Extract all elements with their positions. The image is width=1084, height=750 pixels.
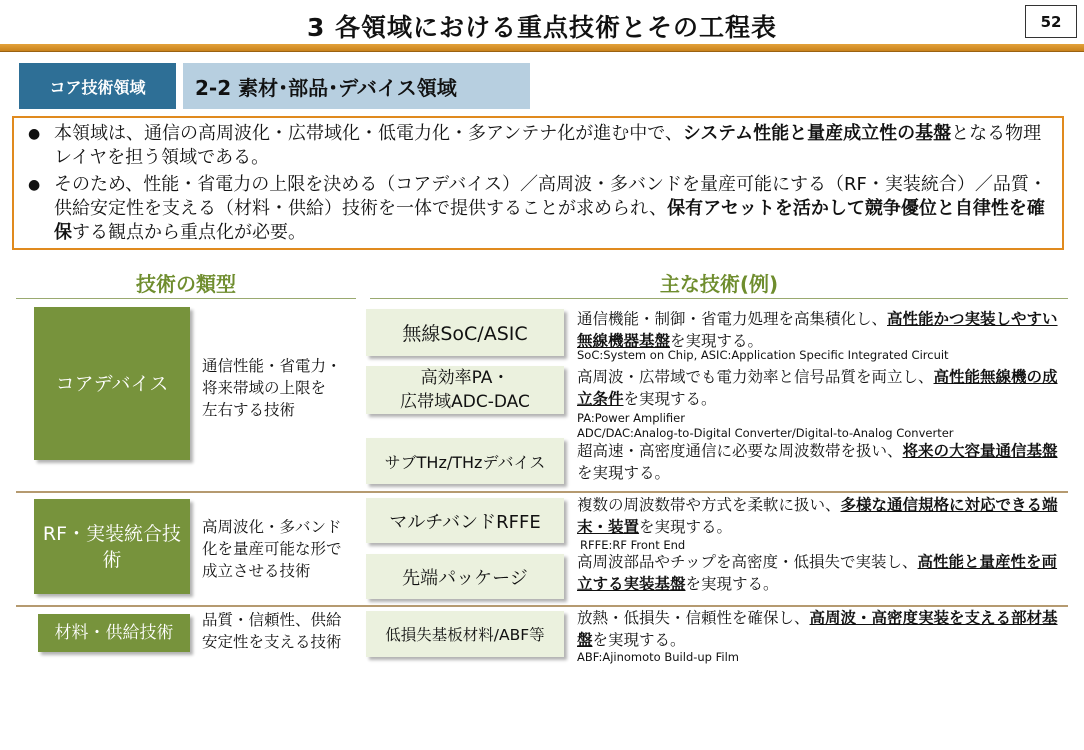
tech-box-rffe [366, 498, 564, 543]
summary-emphasis: 保有アセットを活かして競争優位と自律性を確保 [54, 198, 1045, 243]
tech-box-pa-adc-dac [366, 366, 564, 414]
area-tag: コア技術領域 [19, 63, 176, 109]
tech-name: 先端パッケージ [402, 567, 528, 589]
tech-note-abf: ABF:Ajinomoto Build-up Film [577, 650, 740, 664]
summary-bullet-2 [28, 173, 1052, 245]
page-title: 3 各領域における重点技術とその工程表 [306, 13, 778, 42]
group-divider-1 [16, 491, 1068, 493]
header-underline-left [16, 298, 356, 299]
tech-note-soc: SoC:System on Chip, ASIC:Application Specific Integrated Circuit [577, 348, 949, 362]
tech-box-advanced-package [366, 554, 564, 599]
summary-text: する観点から重点化が必要。 [72, 222, 306, 243]
title-divider [0, 44, 1084, 52]
category-rf-desc: 高周波化・多バンド 化を量産可能な形で 成立させる技術 [202, 518, 342, 580]
tech-note-adc-dac: ADC/DAC:Analog-to-Digital Converter/Digital-to-Analog Converter [577, 426, 954, 440]
tech-type-header: 技術の類型 [136, 272, 236, 296]
category-core-device [34, 307, 190, 460]
category-label: コアデバイス [55, 372, 169, 395]
category-label: RF・実装統合技 術 [42, 522, 182, 571]
category-rf-integration [34, 499, 190, 594]
main-tech-header: 主な技術(例) [659, 272, 779, 296]
area-name: 2-2 素材･部品･デバイス領域 [183, 63, 530, 109]
tech-desc-thz: 超高速・高密度通信に必要な周波数帯を扱い、将来の大容量通信基盤を実現する。 [577, 442, 1058, 482]
tech-box-substrate-abf [366, 611, 564, 657]
page-number: 52 [1025, 5, 1077, 38]
tech-desc-emphasis: 高性能かつ実装しやすい無線機器基盤 [577, 310, 1058, 350]
tech-desc-rffe: 複数の周波数帯や方式を柔軟に扱い、多様な通信規格に対応できる端末・装置を実現する。 [577, 496, 1058, 536]
tech-box-soc-asic [366, 309, 564, 356]
tech-name: 高効率PA・ 広帯域ADC-DAC [400, 368, 530, 412]
summary-text: 本領域は、通信の高周波化・広帯域化・低電力化・多アンテナ化が進む中で、 [54, 123, 683, 144]
tech-desc-soc: 通信機能・制御・省電力処理を高集積化し、高性能かつ実装しやすい無線機器基盤を実現する。 [577, 310, 1058, 350]
tech-box-thz [366, 438, 564, 484]
tech-name: 低損失基板材料/ABF等 [385, 626, 545, 644]
summary-text: となる物理レイヤを担う領域である。 [54, 123, 1042, 168]
summary-box [12, 116, 1064, 250]
tech-desc-package: 高周波部品やチップを高密度・低損失で実装し、高性能と量産性を両立する実装基盤を実現する。 [577, 553, 1058, 593]
tech-name: マルチバンドRFFE [389, 511, 541, 533]
tech-desc-emphasis: 多様な通信規格に対応できる端末・装置 [577, 496, 1058, 536]
tech-name: サブTHz/THzデバイス [384, 452, 546, 472]
tech-name: 無線SoC/ASIC [402, 323, 528, 345]
tech-desc-emphasis: 将来の大容量通信基盤 [902, 442, 1058, 460]
tech-note-rffe: RFFE:RF Front End [580, 538, 686, 552]
tech-desc-abf: 放熱・低損失・信頼性を確保し、高周波・高密度実装を支える部材基盤を実現する。 [577, 609, 1058, 649]
tech-note-pa: PA:Power Amplifier [577, 411, 685, 425]
header-underline-right [370, 298, 1068, 299]
tech-desc-pa: 高周波・広帯域でも電力効率と信号品質を両立し、高性能無線機の成立条件を実現する。 [577, 368, 1058, 408]
summary-bullet-1 [28, 122, 1052, 170]
category-material-desc: 品質・信頼性、供給 安定性を支える技術 [202, 611, 342, 651]
summary-emphasis: システム性能と量産成立性の基盤 [682, 123, 952, 144]
tech-desc-emphasis: 高周波・高密度実装を支える部材基盤 [577, 609, 1058, 649]
category-label: 材料・供給技術 [54, 623, 174, 643]
summary-text: そのため、性能・省電力の上限を決める（コアデバイス）／高周波・多バンドを量産可能にする（RF・実装統合）／品質・供給安定性を支える（材料・供給）技術を一体で提供することが求められ、 [54, 174, 1047, 219]
category-core-desc: 通信性能・省電力・ 将来帯域の上限を 左右する技術 [202, 357, 342, 419]
tech-desc-emphasis: 高性能と量産性を両立する実装基盤 [577, 553, 1058, 593]
tech-desc-emphasis: 高性能無線機の成立条件 [577, 368, 1058, 408]
category-material-supply [38, 614, 190, 652]
